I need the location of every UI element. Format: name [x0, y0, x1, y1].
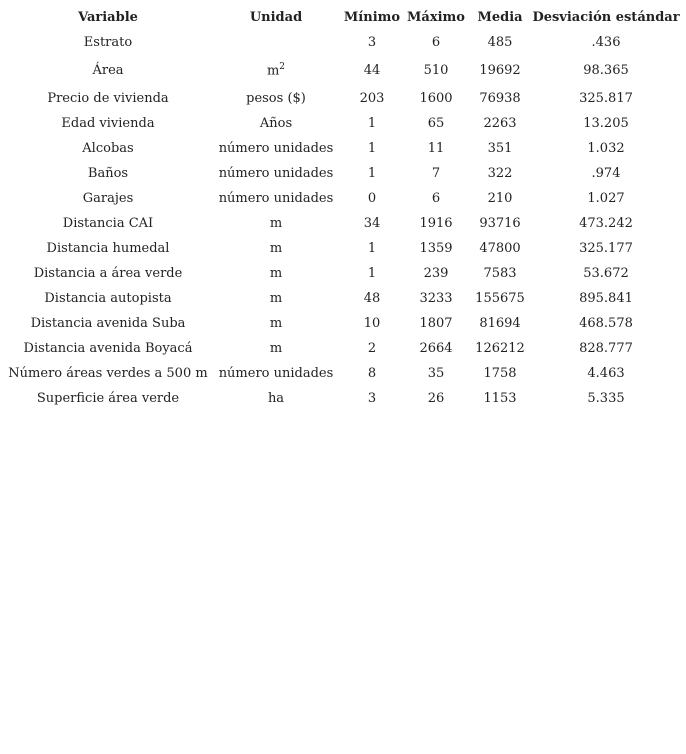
cell-unidad [211, 30, 341, 55]
cell-variable: Distancia a área verde [33, 266, 183, 281]
cell-media: 210 [487, 191, 513, 206]
cell-minimo: 1 [367, 166, 377, 181]
cell-maximo: 239 [423, 266, 449, 281]
table-row [5, 386, 681, 411]
table-row [5, 211, 681, 236]
cell-variable: Distancia humedal [46, 241, 170, 256]
cell-desviacion: 325.817 [579, 91, 633, 106]
cell-desviacion: 895.841 [579, 291, 633, 306]
cell-media: 322 [487, 166, 513, 181]
cell-maximo: 6 [431, 35, 441, 50]
cell-media: 126212 [475, 341, 525, 356]
cell-variable: Precio de vivienda [47, 91, 169, 106]
header-desviacion: Desviación estándar [532, 10, 680, 25]
cell-maximo: 3233 [419, 291, 453, 306]
cell-desviacion: 53.672 [583, 266, 629, 281]
cell-variable: Garajes [82, 191, 134, 206]
cell-desviacion: .436 [591, 35, 621, 50]
cell-media: 2263 [483, 116, 517, 131]
cell-media: 76938 [479, 91, 521, 106]
cell-unidad: ha [267, 391, 285, 406]
cell-minimo: 3 [367, 35, 377, 50]
cell-unidad: número unidades [218, 166, 334, 181]
cell-unidad: número unidades [218, 366, 334, 381]
cell-variable: Distancia avenida Suba [30, 316, 186, 331]
cell-desviacion: 1.027 [587, 191, 625, 206]
table-row [5, 261, 681, 286]
cell-unidad: número unidades [218, 141, 334, 156]
cell-variable: Distancia autopista [44, 291, 172, 306]
table-row [5, 361, 681, 386]
cell-variable: Alcobas [82, 141, 134, 156]
header-unidad: Unidad [249, 10, 303, 25]
cell-minimo: 2 [367, 341, 377, 356]
cell-maximo: 7 [431, 166, 441, 181]
cell-maximo: 1807 [419, 316, 453, 331]
cell-unidad: m [269, 241, 283, 256]
cell-media: 485 [487, 35, 513, 50]
cell-unidad: m [269, 341, 283, 356]
cell-desviacion: 473.242 [579, 216, 633, 231]
cell-media: 155675 [475, 291, 525, 306]
cell-minimo: 1 [367, 266, 377, 281]
cell-desviacion: 98.365 [583, 63, 629, 78]
cell-desviacion: 4.463 [587, 366, 625, 381]
header-row [5, 5, 681, 30]
cell-desviacion: 1.032 [587, 141, 625, 156]
cell-desviacion: 325.177 [579, 241, 633, 256]
table-row [5, 336, 681, 361]
cell-maximo: 510 [423, 63, 449, 78]
cell-unidad: pesos ($) [246, 91, 306, 106]
cell-minimo: 34 [363, 216, 381, 231]
header-maximo: Máximo [407, 10, 465, 25]
table-row [5, 55, 681, 86]
cell-variable: Distancia CAI [62, 216, 154, 231]
cell-unidad: número unidades [218, 191, 334, 206]
cell-maximo: 2664 [419, 341, 453, 356]
cell-desviacion: 5.335 [587, 391, 625, 406]
cell-media: 1758 [483, 366, 517, 381]
cell-variable: Edad vivienda [61, 116, 155, 131]
cell-variable: Superficie área verde [36, 391, 180, 406]
cell-minimo: 10 [363, 316, 381, 331]
cell-media: 47800 [479, 241, 521, 256]
table-row [5, 136, 681, 161]
cell-minimo: 48 [363, 291, 381, 306]
header-media: Media [477, 10, 523, 25]
cell-maximo: 65 [427, 116, 445, 131]
cell-variable: Área [92, 63, 124, 78]
cell-minimo: 8 [367, 366, 377, 381]
table-row [5, 86, 681, 111]
cell-maximo: 26 [427, 391, 445, 406]
cell-variable: Baños [87, 166, 129, 181]
cell-unidad: m [269, 266, 283, 281]
cell-maximo: 1600 [419, 91, 453, 106]
table-row [5, 111, 681, 136]
cell-maximo: 6 [431, 191, 441, 206]
cell-minimo: 1 [367, 116, 377, 131]
cell-media: 93716 [479, 216, 521, 231]
cell-minimo: 1 [367, 141, 377, 156]
cell-media: 81694 [479, 316, 521, 331]
cell-maximo: 35 [427, 366, 445, 381]
cell-maximo: 1916 [419, 216, 453, 231]
cell-maximo: 11 [427, 141, 445, 156]
table-row [5, 311, 681, 336]
unit-text: m [266, 63, 280, 79]
cell-minimo: 1 [367, 241, 377, 256]
cell-unidad: m [269, 316, 283, 331]
cell-desviacion: 828.777 [579, 341, 633, 356]
cell-unidad: m [269, 216, 283, 231]
table-body [5, 30, 681, 411]
cell-unidad [211, 55, 341, 86]
cell-desviacion: 13.205 [583, 116, 629, 131]
table-row [5, 236, 681, 261]
cell-media: 1153 [483, 391, 517, 406]
table-row [5, 30, 681, 55]
cell-maximo: 1359 [419, 241, 453, 256]
cell-variable: Distancia avenida Boyacá [23, 341, 193, 356]
cell-minimo: 44 [363, 63, 381, 78]
cell-media: 7583 [483, 266, 517, 281]
header-minimo: Mínimo [343, 10, 401, 25]
cell-variable: Número áreas verdes a 500 m [8, 366, 208, 381]
cell-variable: Estrato [83, 35, 133, 50]
cell-minimo: 203 [359, 91, 385, 106]
descriptive-statistics-table [5, 5, 681, 411]
cell-minimo: 0 [367, 191, 377, 206]
cell-desviacion: 468.578 [579, 316, 633, 331]
cell-media: 19692 [479, 63, 521, 78]
cell-media: 351 [487, 141, 513, 156]
table-row [5, 186, 681, 211]
table-row [5, 161, 681, 186]
cell-unidad: m [269, 291, 283, 306]
unit-superscript: 2 [279, 62, 286, 73]
header-variable: Variable [78, 10, 138, 25]
cell-unidad: Años [259, 116, 293, 131]
statistics-table-container [5, 5, 681, 411]
cell-desviacion: .974 [591, 166, 621, 181]
cell-minimo: 3 [367, 391, 377, 406]
table-row [5, 286, 681, 311]
